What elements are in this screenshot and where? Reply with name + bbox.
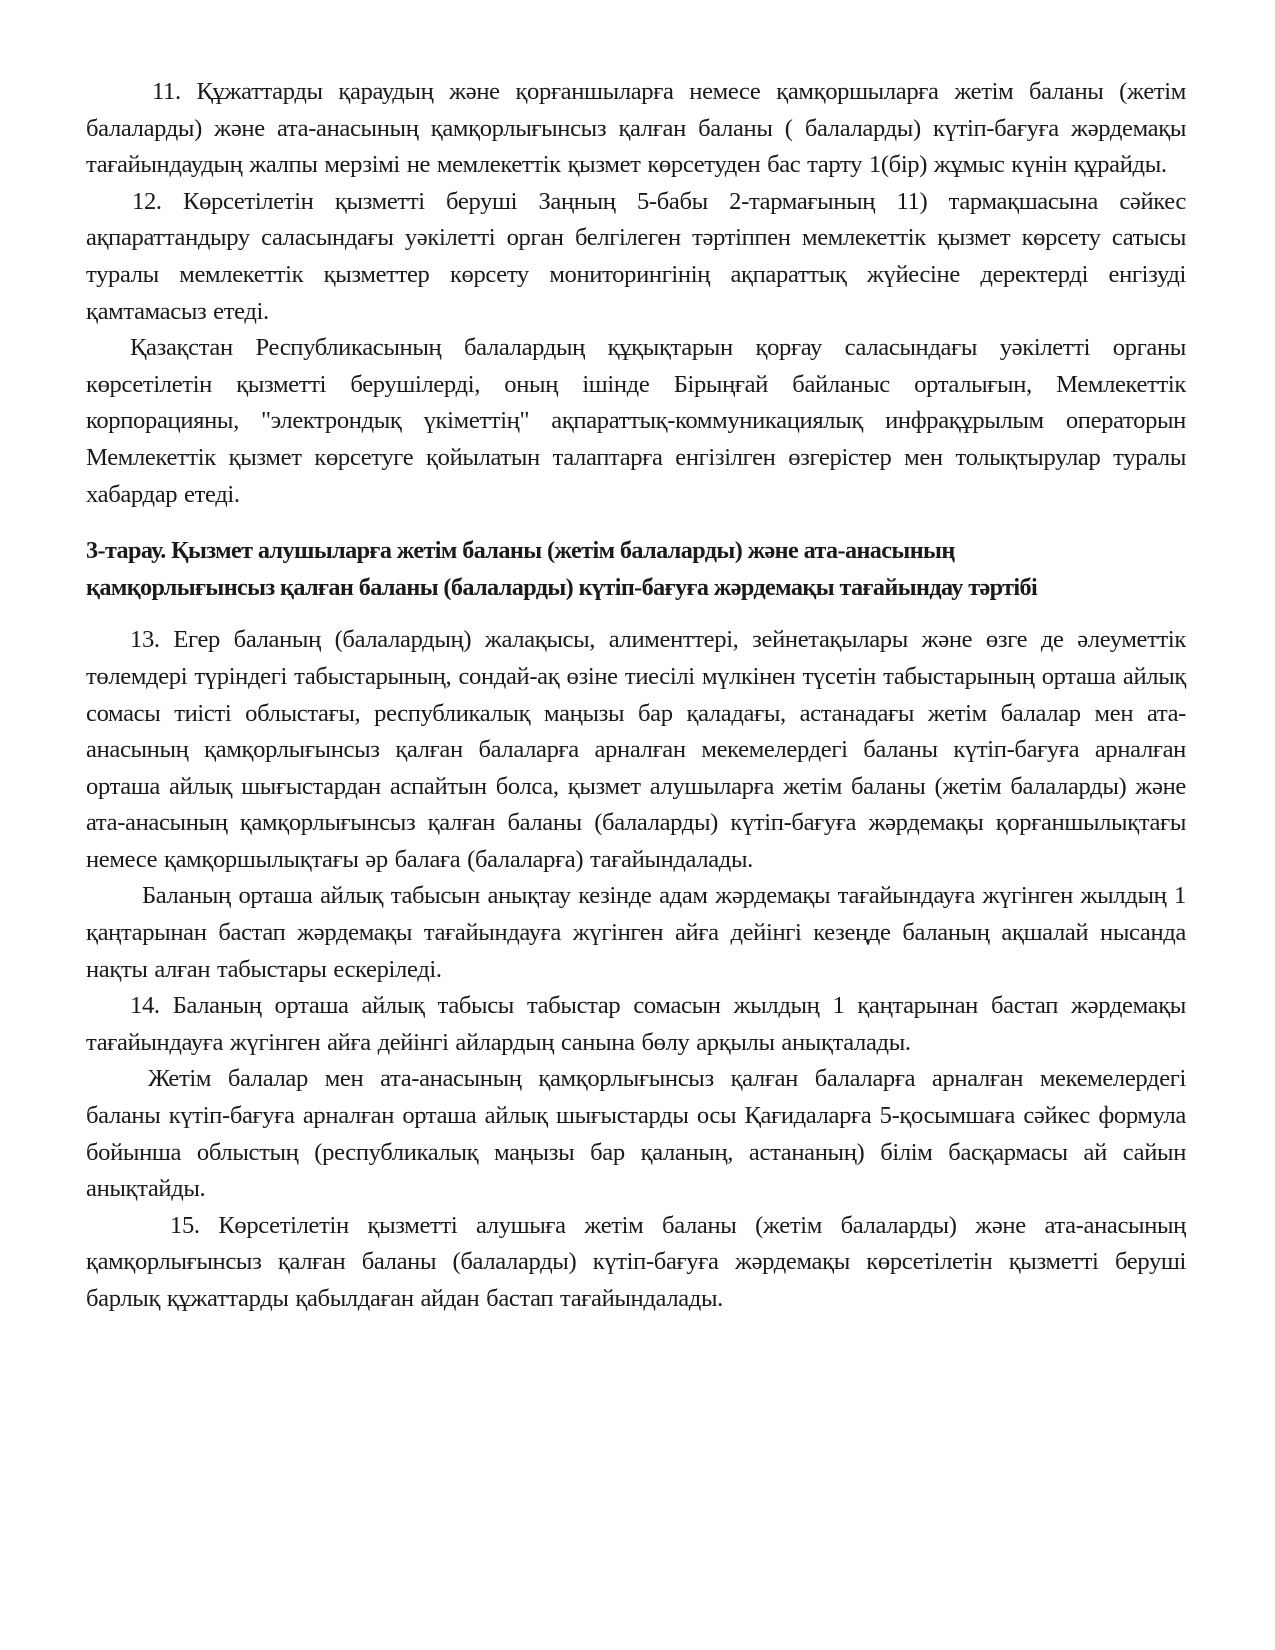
paragraph-12: 12. Көрсетілетін қызметті беруші Заңның 5-бабы 2-тармағының 11) тармақшасына сәйкес ақпараттандыру саласындағы уәкілетті орган белгілеген тәртіппен мемлекеттік қызмет көрсету сатысы туралы мемлекеттік қызметтер көрсету мониторингінің ақпараттық жүйесіне деректерді енгізуді қамтамасыз етеді. (86, 187, 1186, 325)
paragraph-14: 14. Баланың орташа айлық табысы табыстар сомасын жылдың 1 қаңтарынан бастап жәрдемақы тағайындауға жүгінген айға дейінгі айлардың санына бөлу арқылы анықталады. (86, 992, 1186, 1056)
paragraph-13-income: Баланың орташа айлық табысын анықтау кезінде адам жәрдемақы тағайындауға жүгінген жылдың 1 қаңтарынан бастап жәрдемақы тағайындауға жүгінген айға дейінгі кезеңде баланың ақшалай нысанда нақты алған табыстары ескеріледі. (86, 882, 1186, 983)
chapter-3-heading (86, 533, 1186, 606)
paragraph-13: 13. Егер баланың (балалардың) жалақысы, алименттері, зейнетақылары және өзге де әлеуметтік төлемдері түріндегі табыстарының, сондай-ақ өзіне тиесілі мүлкінен түсетін табыстарының орташа айлық сомасы тиісті облыстағы, республикалық маңызы бар қаладағы, астанадағы жетім балалар мен ата-анасының қамқорлығынсыз қалған балаларға арналған мекемелердегі баланы күтіп-бағуға арналған орташа айлық шығыстардан аспайтын болса, қызмет алушыларға жетім баланы (жетім балаларды) және ата-анасының қамқорлығынсыз қалған баланы (балаларды) күтіп-бағуға жәрдемақы қорғаншылықтағы немесе қамқоршылықтағы әр балаға (балаларға) тағайындалады. (86, 626, 1186, 873)
paragraph-11: 11. Құжаттарды қараудың және қорғаншыларға немесе қамқоршыларға жетім баланы (жетім балаларды) және ата-анасының қамқорлығынсыз қалған баланы ( балаларды) күтіп-бағуға жәрдемақы тағайындаудың жалпы мерзімі не мемлекеттік қызмет көрсетуден бас тарту 1(бір) жұмыс күнін құрайды. (86, 78, 1186, 179)
paragraph-14-expenses: Жетім балалар мен ата-анасының қамқорлығынсыз қалған балаларға арналған мекемелердегі баланы күтіп-бағуға арналған орташа айлық шығыстарды осы Қағидаларға 5-қосымшаға сәйкес формула бойынша облыстың (республикалық маңызы бар қаланың, астананың) білім басқармасы ай сайын анықтайды. (86, 1065, 1186, 1203)
paragraph-15: 15. Көрсетілетін қызметті алушыға жетім баланы (жетім балаларды) және ата-анасының қамқорлығынсыз қалған баланы (балаларды) күтіп-бағуға жәрдемақы көрсетілетін қызметті беруші барлық құжаттарды қабылдаған айдан бастап тағайындалады. (86, 1211, 1186, 1312)
chapter-heading-line-1: 3-тарау. Қызмет алушыларға жетім баланы (жетім балаларды) және ата-анасының (86, 537, 955, 565)
chapter-heading-line-2: қамқорлығынсыз қалған баланы (балаларды) күтіп-бағуға жәрдемақы тағайындау тәртібі (86, 573, 1038, 601)
paragraph-12-notification: Қазақстан Республикасының балалардың құқықтарын қорғау саласындағы уәкілетті органы көрсетілетін қызметті берушілерді, оның ішінде Бірыңғай байланыс орталығын, Мемлекеттік корпорацияны, "электрондық үкіметтің" ақпараттық-коммуникациялық инфрақұрылым операторын Мемлекеттік қызмет көрсетуге қойылатын талаптарға енгізілген өзгерістер мен толықтырулар туралы хабардар етеді. (86, 334, 1186, 508)
document-page (86, 74, 1186, 1318)
